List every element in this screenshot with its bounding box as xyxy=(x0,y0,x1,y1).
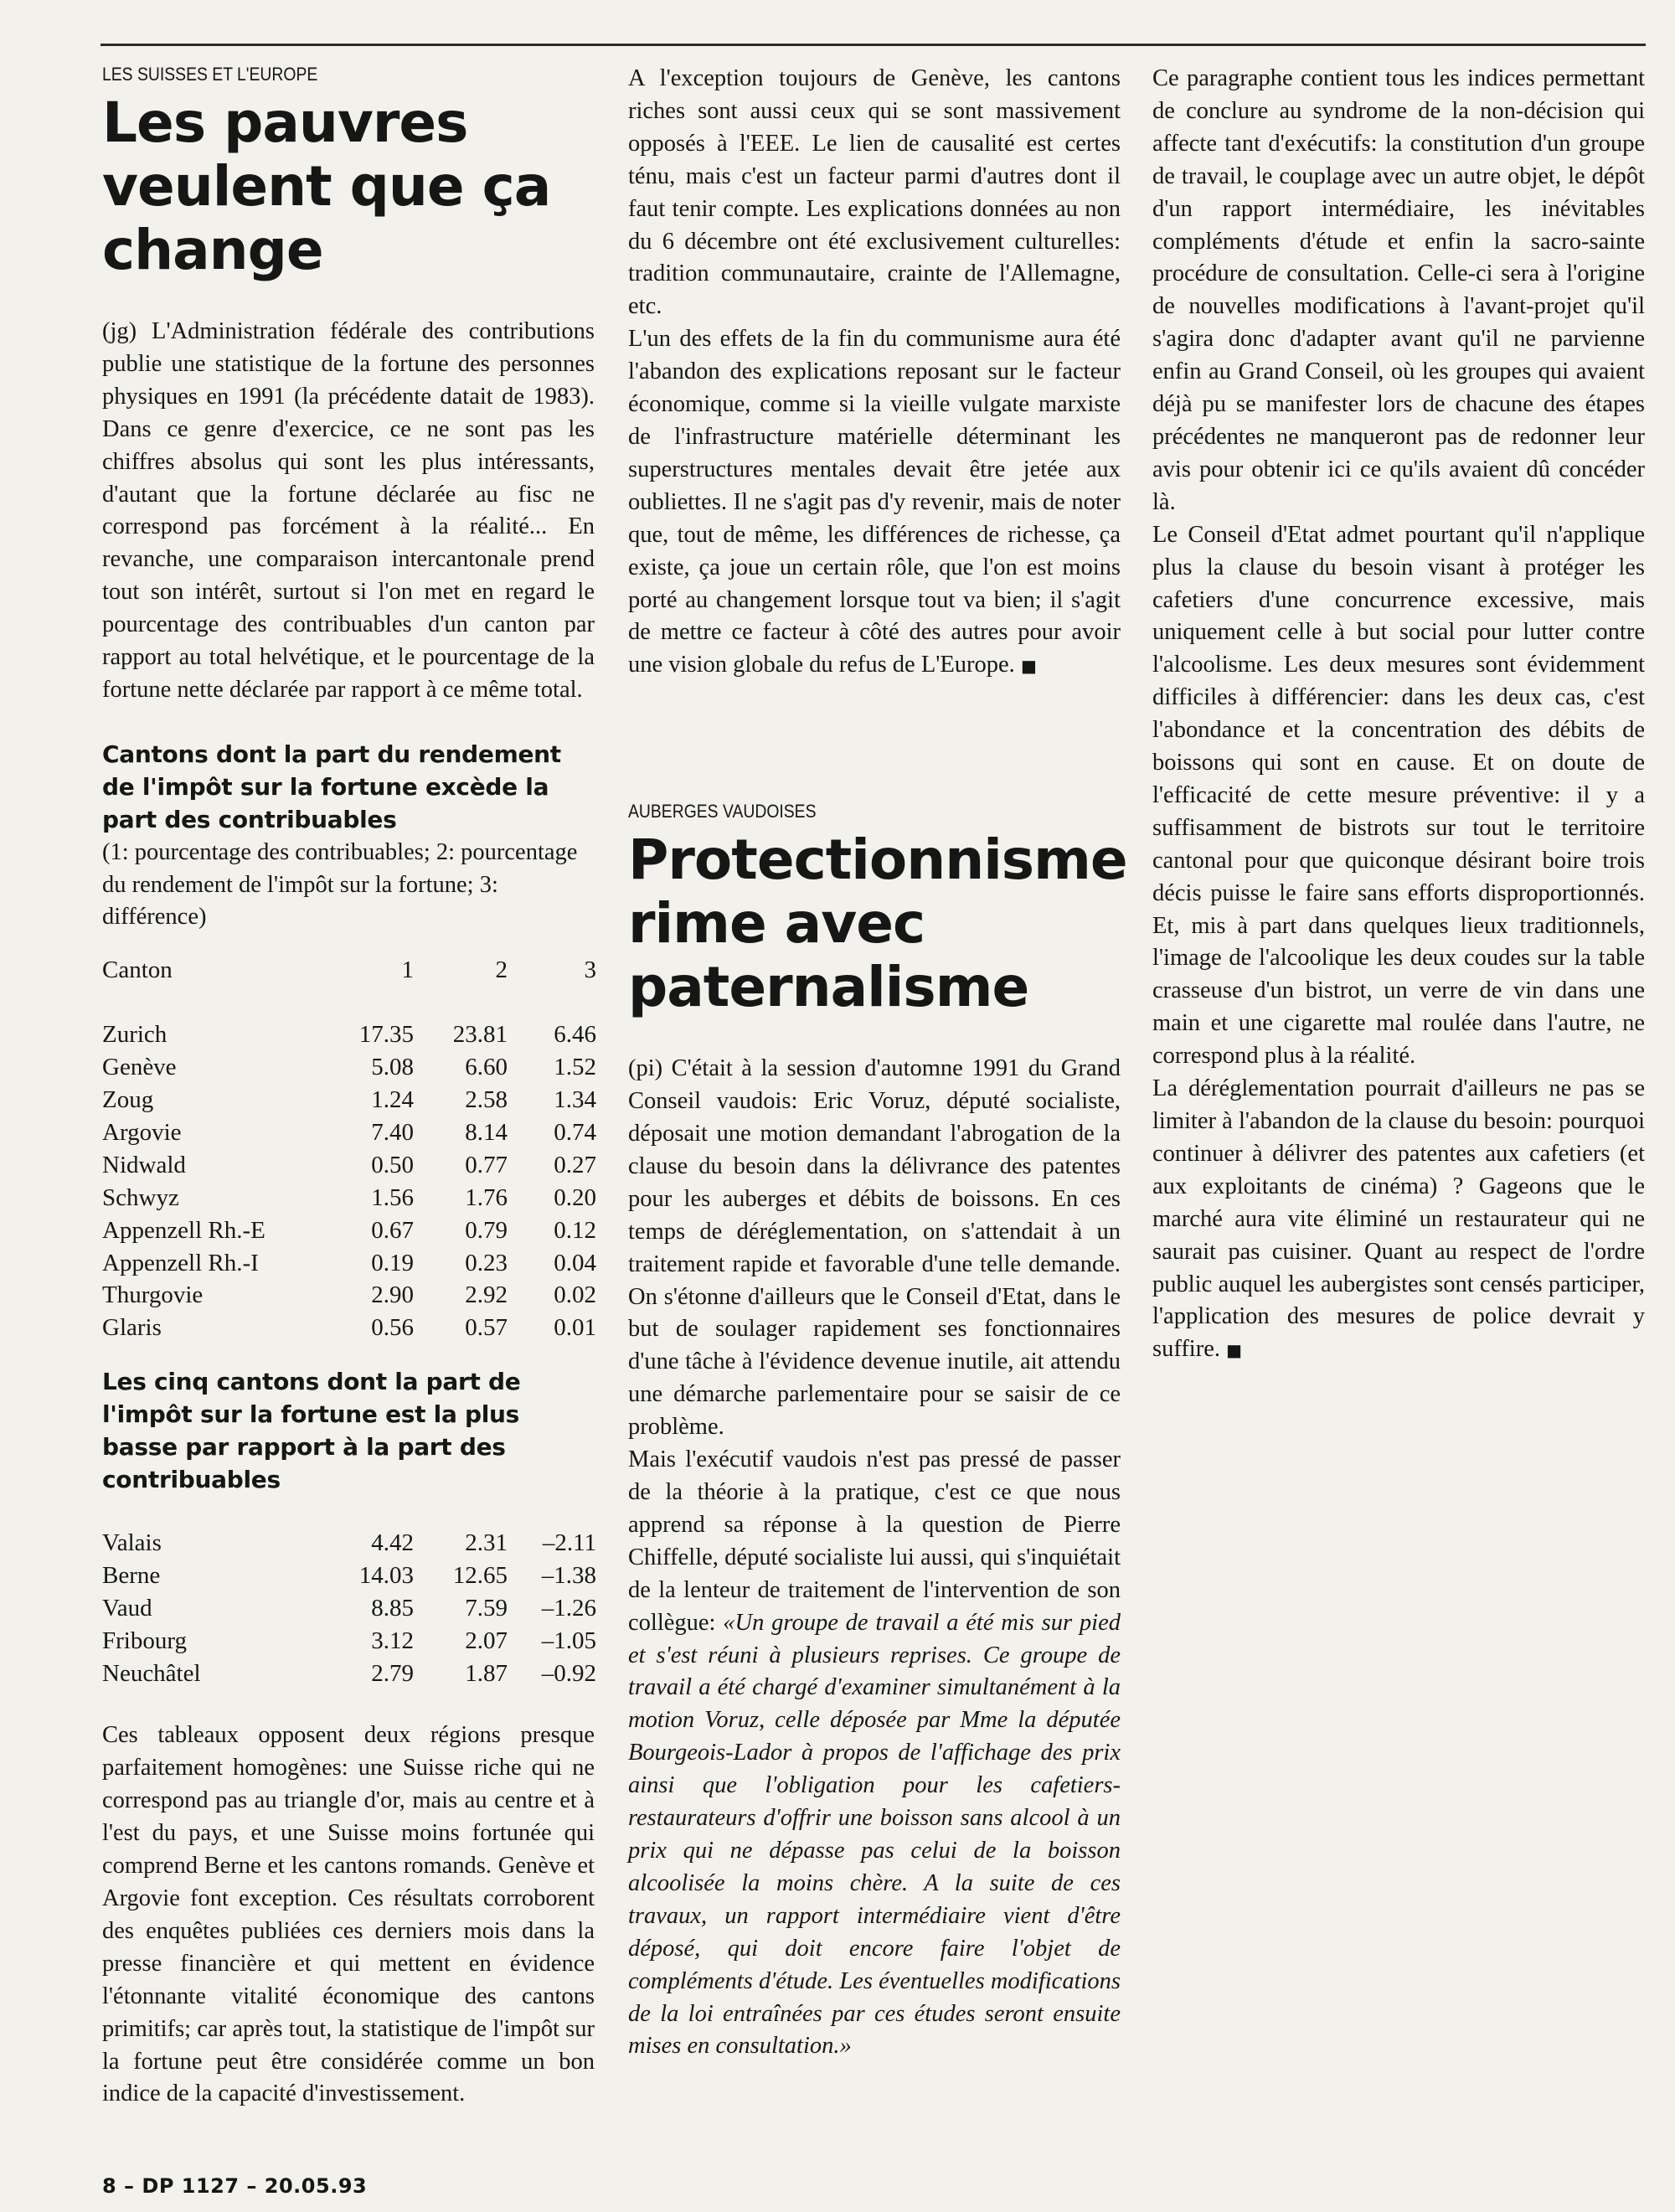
canton-name: Nidwald xyxy=(102,1151,186,1178)
table-row xyxy=(102,1018,596,1051)
value-1: 2.79 xyxy=(371,1659,414,1687)
value-3: –1.05 xyxy=(541,1627,596,1654)
article1-body-3-text: L'un des effets de la fin du communisme aura été l'abandon des explications reposant sur le facteur économique, comme si la vieille vulgate marxiste de l'infrastructure matérielle déterminant les superstructures mentales devait être jetée aux oubliettes. Il ne s'agit pas d'y revenir, mais de noter que, tout de même, les différences de richesse, ça existe, ça joue un certain rôle, que l'on est moins porté au changement lorsque tout va bien; il s'agit de mettre ce facteur à côté des autres pour avoir une vision globale du refus de L'Europe. xyxy=(628,326,1121,678)
table-row xyxy=(102,1182,596,1214)
value-1: 4.42 xyxy=(371,1529,414,1556)
canton-name: Zoug xyxy=(102,1086,154,1114)
canton-name: Argovie xyxy=(102,1118,182,1146)
table-row xyxy=(102,1051,596,1084)
value-1: 1.56 xyxy=(371,1183,414,1211)
table-row xyxy=(102,1527,596,1560)
table1-col-1: 1 xyxy=(401,956,414,984)
value-3: 6.46 xyxy=(554,1021,596,1049)
table-row xyxy=(102,1312,596,1344)
article1-body-1: Ces tableaux opposent deux régions presque parfaitement homogènes: une Suisse riche qui ne correspond pas au triangle d'or, mais au centre et à l'est du pays, et une Suisse moins fortunée qui comprend Berne et les cantons romands. Genève et Argovie font exception. Ces résultats corroborent des enquêtes publiées ces derniers mois dans la presse financière et qui mettent en évidence l'étonnante vitalité économique des cantons primitifs; car après tout, la statistique de l'impôt sur la fortune peut être considérée comme un bon indice de la capacité d'investissement. xyxy=(102,1722,595,2107)
canton-name: Appenzell Rh.-I xyxy=(102,1249,259,1276)
value-2: 0.23 xyxy=(465,1249,508,1276)
table1-col-canton: Canton xyxy=(102,956,173,984)
table1-col-2: 2 xyxy=(495,956,508,984)
article2-p1: (pi) C'était à la session d'automne 1991 du Grand Conseil vaudois: Eric Voruz, député socialiste, déposait une motion demandant l'abrogation de la clause du besoin dans la délivrance des patentes pour les auberges et débits de boissons. En ces temps de déréglementation, on s'attendait à un traitement rapide et favorable d'une telle demande. On s'étonne d'ailleurs que le Conseil d'Etat, dans le but de soulager rapidement ses fonctionnaires d'une tâche à l'évidence devenue inutile, ait attendu une démarche parlementaire pour se saisir de ce problème. xyxy=(628,1055,1121,1441)
value-1: 14.03 xyxy=(358,1561,414,1589)
value-1: 0.56 xyxy=(371,1314,414,1342)
value-2: 23.81 xyxy=(452,1021,508,1049)
value-2: 2.07 xyxy=(465,1627,508,1654)
value-1: 2.90 xyxy=(371,1281,414,1309)
article2-p5 xyxy=(1152,1073,1645,1367)
column-3 xyxy=(1152,63,1645,1367)
page-footer: 8 – DP 1127 – 20.05.93 xyxy=(102,2174,368,2198)
article1-title: Les pauvres veulent que ça change xyxy=(102,90,551,282)
canton-name: Glaris xyxy=(102,1314,162,1342)
canton-name: Thurgovie xyxy=(102,1281,204,1309)
article1-body-3 xyxy=(628,323,1121,683)
value-3: –2.11 xyxy=(542,1529,596,1556)
table-row xyxy=(102,1625,596,1658)
table-row xyxy=(102,1658,596,1690)
canton-name: Zurich xyxy=(102,1021,168,1049)
canton-name: Genève xyxy=(102,1054,177,1081)
value-2: 2.31 xyxy=(465,1529,508,1556)
article1-body-2: A l'exception toujours de Genève, les cantons riches sont aussi ceux qui se sont massivement opposés à l'EEE. Le lien de causalité est certes ténu, mais c'est un facteur parmi d'autres dont il faut tenir compte. Les explications données au non du 6 décembre ont été exclusivement culturelles: tradition communautaire, crainte de l'Allemagne, etc. xyxy=(628,65,1121,320)
table1-heading: Cantons dont la part du rendement de l'impôt sur la fortune excède la part des contribuables xyxy=(102,740,561,833)
top-rule xyxy=(100,44,1646,46)
value-2: 8.14 xyxy=(465,1118,508,1146)
table-row xyxy=(102,1084,596,1116)
end-mark-icon: ■ xyxy=(1226,1340,1243,1361)
article2-quote: «Un groupe de travail a été mis sur pied et s'est réuni à plusieurs reprises. Ce groupe de travail a été chargé d'examiner simultanément à la motion Voruz, celle déposée par Mme la députée Bourgeois-Lador à propos de l'affichage des prix ainsi que l'obligation pour les cafetiers-restaurateurs d'offrir une boisson sans alcool à un prix qui ne dépasse pas celui de la boisson alcoolisée la moins chère. A la suite de ces travaux, un rapport intermédiaire vient d'être déposé, qui doit encore faire l'objet de compléments d'étude. Les éventuelles modifications de la loi entraînées par ces études seront ensuite mises en consultation.» xyxy=(628,1609,1121,2060)
value-3: 0.20 xyxy=(554,1183,596,1211)
table1-note: (1: pourcentage des contribuables; 2: pourcentage du rendement de l'impôt sur la fortune; 3: différence) xyxy=(102,838,578,931)
article1-intro: (jg) L'Administration fédérale des contributions publie une statistique de la fortune des personnes physiques en 1991 (la précédente datait de 1983). Dans ce genre d'exercice, ce ne sont pas les chiffres absolus qui sont les plus intéressants, d'autant que la fortune déclarée au fisc ne correspond pas forcément à la réalité... En revanche, une comparaison intercantonale prend tout son intérêt, surtout si l'on met en regard le pourcentage des contribuables d'un canton par rapport au total helvétique, et le pourcentage de la fortune nette déclarée par rapport à ce même total. xyxy=(102,318,595,703)
article2-p4: Le Conseil d'Etat admet pourtant qu'il n'applique plus la clause du besoin visant à protéger les cafetiers d'une concurrence excessive, mais uniquement celle à but social pour lutter contre l'alcoolisme. Les deux mesures sont évidemment difficiles à différencier: dans les deux cas, c'est l'abondance et la concentration des débits de boissons qui sont en cause. Et on doute de l'efficacité de cette mesure préventive: il y a suffisamment de bistrots sur tout le territoire cantonal pour que quiconque désirant boire trois décis puisse le faire sans efforts disproportionnés. Et, mis à part dans quelques lieux traditionnels, l'image de l'alcoolique les deux coudes sur la table crasseuse d'un bistrot, un verre de vin dans une main et une cigarette mal roulée dans l'autre, ne correspond plus à la réalité. xyxy=(1152,521,1645,1070)
article2-kicker: AUBERGES VAUDOISES xyxy=(628,801,817,822)
value-3: 0.02 xyxy=(554,1281,596,1309)
value-2: 0.77 xyxy=(465,1151,508,1178)
table1 xyxy=(102,954,596,1344)
article1-kicker: LES SUISSES ET L'EUROPE xyxy=(102,64,318,85)
value-3: 0.27 xyxy=(554,1151,596,1178)
value-2: 12.65 xyxy=(452,1561,508,1589)
value-3: 1.34 xyxy=(554,1086,596,1114)
value-1: 1.24 xyxy=(371,1086,414,1114)
value-1: 8.85 xyxy=(371,1594,414,1622)
table-row xyxy=(102,1149,596,1182)
table-row xyxy=(102,1279,596,1312)
table-row xyxy=(102,1592,596,1625)
value-2: 1.87 xyxy=(465,1659,508,1687)
article2-p2 xyxy=(628,1444,1121,2063)
value-3: –1.26 xyxy=(541,1594,596,1622)
canton-name: Vaud xyxy=(102,1594,152,1622)
article2-p3: Ce paragraphe contient tous les indices permettant de conclure au syndrome de la non-décision qui affecte tant d'exécutifs: la constitution d'un groupe de travail, le couplage avec un autre objet, le dépôt d'un rapport intermédiaire, les inévitables compléments d'étude et enfin la sacro-sainte procédure de consultation. Celle-ci sera à l'origine de nouvelles modifications à l'avant-projet qu'il s'agira donc d'adapter avant qu'il ne parvienne enfin au Grand Conseil, où les groupes qui avaient déjà pu se manifester lors de chacune des étapes précédentes ne manqueront pas de redonner leur avis pour obtenir ici ce qu'ils avaient dû concéder là. xyxy=(1152,65,1645,515)
canton-name: Berne xyxy=(102,1561,161,1589)
column-1 xyxy=(102,63,595,2111)
value-1: 0.19 xyxy=(371,1249,414,1276)
value-2: 1.76 xyxy=(465,1183,508,1211)
article2-p2-text: Mais l'exécutif vaudois n'est pas pressé de passer de la théorie à la pratique, c'est ce que nous apprend sa réponse à la question de Pierre Chiffelle, député socialiste lui aussi, qui s'inquiétait de la lenteur de traitement de l'intervention de son collègue: xyxy=(628,1446,1121,1636)
end-mark-icon: ■ xyxy=(1020,656,1037,677)
value-1: 17.35 xyxy=(358,1021,414,1049)
table-row xyxy=(102,1247,596,1280)
value-3: 1.52 xyxy=(554,1054,596,1081)
article2-p5-text: La déréglementation pourrait d'ailleurs ne pas se limiter à l'abandon de la clause du besoin: pourquoi continuer à délivrer des patentes aux cafetiers (et aux exploitants de cinéma) ? Gageons que le marché aura vite éliminé un restaurateur qui ne saurait pas cuisiner. Quant au respect de l'ordre public auquel les aubergistes sont censés participer, l'application des mesures de police devrait y suffire. xyxy=(1152,1075,1645,1363)
table-row xyxy=(102,1560,596,1592)
article2-title: Protectionnisme rime avec paternalisme xyxy=(628,828,1127,1020)
value-1: 3.12 xyxy=(371,1627,414,1654)
value-1: 0.67 xyxy=(371,1216,414,1244)
value-2: 6.60 xyxy=(465,1054,508,1081)
value-3: 0.04 xyxy=(554,1249,596,1276)
table2 xyxy=(102,1527,596,1690)
value-3: 0.74 xyxy=(554,1118,596,1146)
canton-name: Schwyz xyxy=(102,1183,179,1211)
value-2: 7.59 xyxy=(465,1594,508,1622)
column-2 xyxy=(628,63,1127,2063)
value-3: –0.92 xyxy=(541,1659,596,1687)
value-2: 2.92 xyxy=(465,1281,508,1309)
canton-name: Valais xyxy=(102,1529,162,1556)
value-2: 0.79 xyxy=(465,1216,508,1244)
value-1: 0.50 xyxy=(371,1151,414,1178)
table-row xyxy=(102,1214,596,1247)
canton-name: Appenzell Rh.-E xyxy=(102,1216,265,1244)
value-2: 2.58 xyxy=(465,1086,508,1114)
value-3: 0.01 xyxy=(554,1314,596,1342)
canton-name: Neuchâtel xyxy=(102,1659,201,1687)
value-1: 5.08 xyxy=(371,1054,414,1081)
canton-name: Fribourg xyxy=(102,1627,187,1654)
table1-header-row xyxy=(102,954,596,987)
table2-heading: Les cinq cantons dont la part de l'impôt sur la fortune est la plus basse par rapport à la part des contribuables xyxy=(102,1368,521,1493)
value-1: 7.40 xyxy=(371,1118,414,1146)
value-3: –1.38 xyxy=(541,1561,596,1589)
table-row xyxy=(102,1116,596,1149)
value-2: 0.57 xyxy=(465,1314,508,1342)
table1-col-3: 3 xyxy=(584,956,596,984)
value-3: 0.12 xyxy=(554,1216,596,1244)
